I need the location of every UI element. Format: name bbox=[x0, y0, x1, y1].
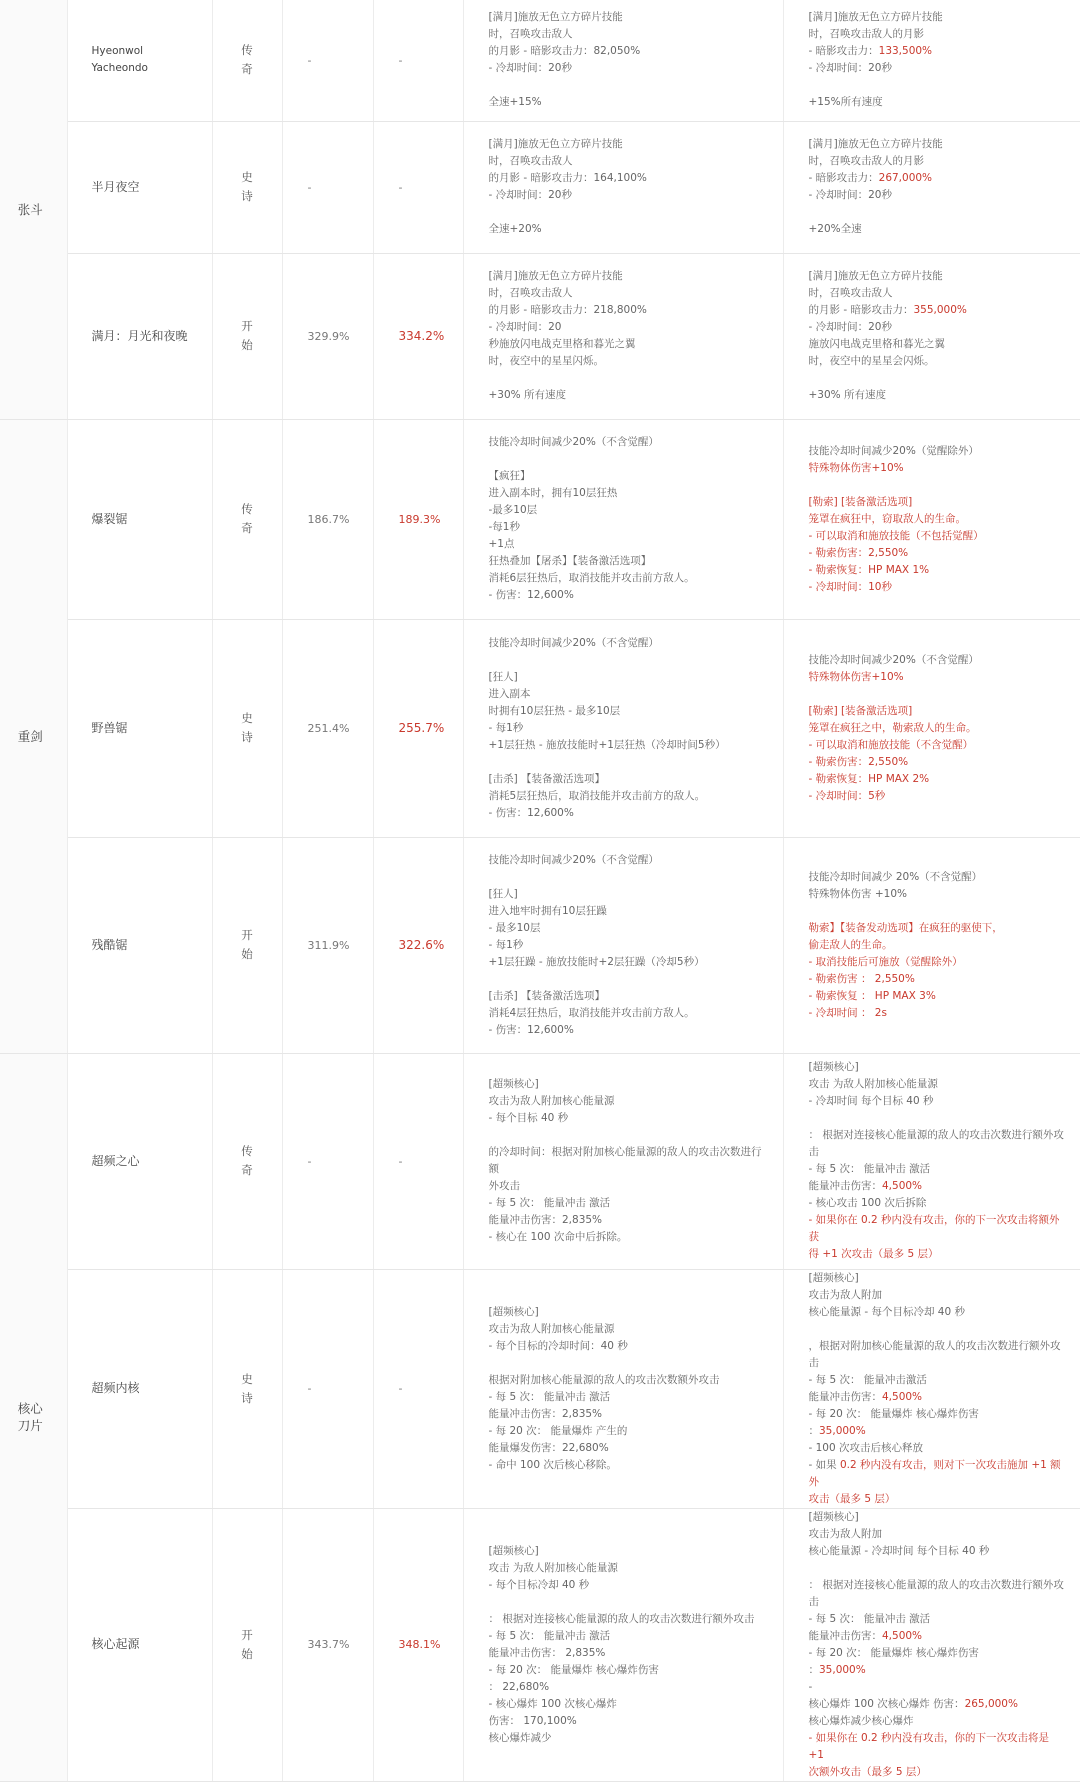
changed-value: - 冷却时间：5秒 bbox=[808, 789, 886, 802]
desc-line bbox=[489, 971, 769, 988]
desc-line bbox=[809, 1764, 1067, 1781]
desc-line bbox=[809, 477, 1067, 494]
stat-after: 255.7% bbox=[373, 619, 463, 837]
desc-line: 的月影 - 暗影攻击力：218,800% bbox=[488, 304, 647, 316]
changed-value: 0.2 秒内没有攻击，则对下一次攻击施加 +1 额外 bbox=[808, 1458, 1061, 1488]
desc-line: - 冷却时间：20秒 bbox=[808, 62, 892, 75]
desc-line: [狂人] bbox=[488, 887, 518, 900]
new-description bbox=[783, 121, 1080, 253]
changed-value: - 勒索恢复 ： HP MAX 3% bbox=[808, 989, 936, 1002]
desc-line: - 冷却时间：20 bbox=[488, 321, 562, 333]
changed-value: 次额外攻击（最多 5 层） bbox=[808, 1765, 927, 1778]
changed-value: 4,500% bbox=[882, 1629, 923, 1642]
table-row bbox=[0, 253, 1080, 419]
changed-value: - 可以取消和施放技能（不含觉醒） bbox=[808, 738, 974, 751]
desc-line: - 核心爆炸 100 次核心爆炸 bbox=[488, 1697, 617, 1710]
changed-value: - 如果你在 0.2 秒内没有攻击，你的下一次攻击将额外获 bbox=[808, 1214, 1060, 1243]
changed-value: 攻击（最多 5 层） bbox=[808, 1492, 896, 1505]
changed-value: - 勒索伤害：2,550% bbox=[808, 755, 909, 768]
grade-char: 奇 bbox=[241, 62, 253, 77]
old-description bbox=[463, 121, 783, 253]
desc-line: - 每 5 次： 能量冲击激活 bbox=[808, 1373, 927, 1386]
new-description bbox=[783, 419, 1080, 619]
desc-line: - 冷却时间：20秒 bbox=[808, 189, 892, 201]
desc-line: [超频核心] bbox=[488, 1078, 539, 1090]
changed-value: - 如果你在 0.2 秒内没有攻击，你的下一次攻击将是 +1 bbox=[808, 1731, 1049, 1761]
stat-before: - bbox=[282, 1053, 373, 1269]
desc-line: 能量冲击伤害：2,835% bbox=[488, 1214, 603, 1226]
desc-line bbox=[809, 1560, 1067, 1577]
grade-cell bbox=[212, 1053, 282, 1269]
new-description bbox=[783, 837, 1080, 1053]
desc-line bbox=[809, 204, 1067, 221]
new-description bbox=[783, 1053, 1080, 1269]
changed-value: 偷走敌人的生命。 bbox=[808, 938, 893, 951]
desc-line: [满月]施放无色立方碎片技能 bbox=[808, 138, 943, 150]
desc-line: ：35,000% bbox=[808, 1424, 866, 1437]
desc-line bbox=[489, 204, 769, 221]
item-name: 野兽锯 bbox=[67, 619, 212, 837]
table-row bbox=[0, 1508, 1080, 1781]
desc-line bbox=[809, 788, 1067, 805]
desc-line: [满月]施放无色立方碎片技能 bbox=[488, 11, 623, 24]
desc-line bbox=[809, 1491, 1067, 1508]
table-row bbox=[0, 1053, 1080, 1269]
desc-line bbox=[489, 1355, 769, 1372]
desc-line bbox=[809, 771, 1067, 788]
desc-line bbox=[809, 920, 1067, 937]
grade-cell bbox=[212, 419, 282, 619]
table-row bbox=[0, 419, 1080, 619]
changed-value: - 可以取消和施放技能（不包括觉醒） bbox=[808, 529, 984, 542]
desc-line: [满月]施放无色立方碎片技能 bbox=[808, 11, 943, 24]
desc-line: 特殊物体伤害 +10% bbox=[808, 887, 907, 900]
changed-value: 35,000% bbox=[819, 1663, 866, 1676]
stat-before: - bbox=[282, 0, 373, 121]
desc-line bbox=[809, 511, 1067, 528]
changed-value: 4,500% bbox=[882, 1180, 923, 1192]
desc-line bbox=[809, 1730, 1067, 1764]
desc-line: 时，召唤攻击敌人 bbox=[488, 155, 573, 167]
desc-line: - 冷却时间：20秒 bbox=[808, 321, 892, 333]
desc-line: 核心爆炸减少 bbox=[488, 1731, 552, 1744]
desc-line: 时，召唤攻击敌人的月影 bbox=[808, 155, 924, 167]
desc-line bbox=[809, 1246, 1067, 1263]
changed-value: 35,000% bbox=[819, 1424, 866, 1437]
desc-line bbox=[809, 460, 1067, 477]
desc-line: 进入地牢时拥有10层狂躁 bbox=[488, 904, 607, 917]
desc-line: ： 根据对连接核心能量源的敌人的攻击次数进行额外攻击 bbox=[488, 1612, 755, 1625]
stat-after: - bbox=[373, 1269, 463, 1508]
stat-before: 251.4% bbox=[282, 619, 373, 837]
desc-line: - 伤害：12,600% bbox=[488, 806, 574, 819]
stat-after: - bbox=[373, 121, 463, 253]
item-name: 超频之心 bbox=[67, 1053, 212, 1269]
desc-line bbox=[809, 703, 1067, 720]
item-name: 爆裂锯 bbox=[67, 419, 212, 619]
desc-line: - 每个目标冷却 40 秒 bbox=[488, 1578, 590, 1591]
changed-value: - 冷却时间：10秒 bbox=[808, 580, 892, 593]
desc-line bbox=[489, 451, 769, 468]
old-description bbox=[463, 419, 783, 619]
desc-line: 能量冲击伤害：4,500% bbox=[808, 1629, 923, 1642]
desc-line: - 每个目标 40 秒 bbox=[488, 1112, 569, 1124]
old-description bbox=[463, 253, 783, 419]
changed-value: 267,000% bbox=[878, 172, 933, 184]
table-row bbox=[0, 837, 1080, 1053]
table-row bbox=[0, 0, 1080, 121]
desc-line: 全速+15% bbox=[488, 96, 542, 109]
grade-cell bbox=[212, 0, 282, 121]
desc-line bbox=[489, 370, 769, 387]
desc-line bbox=[809, 937, 1067, 954]
stat-before: - bbox=[282, 121, 373, 253]
desc-line: - 伤害：12,600% bbox=[488, 1023, 574, 1036]
desc-line: [超频核心] bbox=[488, 1544, 539, 1557]
table-row bbox=[0, 619, 1080, 837]
desc-line: [满月]施放无色立方碎片技能 bbox=[488, 270, 623, 282]
new-description bbox=[783, 619, 1080, 837]
desc-line: 攻击为敌人附加 bbox=[808, 1527, 882, 1540]
desc-line: 进入副本时，拥有10层狂热 bbox=[488, 487, 618, 499]
stat-after: 189.3% bbox=[373, 419, 463, 619]
desc-line: - 每 5 次： 能量冲击 激活 bbox=[808, 1612, 931, 1625]
desc-line: +1点 bbox=[488, 538, 515, 550]
stat-before: 311.9% bbox=[282, 837, 373, 1053]
grade-cell bbox=[212, 253, 282, 419]
desc-line: 能量冲击伤害：4,500% bbox=[808, 1390, 923, 1403]
new-description bbox=[783, 253, 1080, 419]
desc-line: ： 22,680% bbox=[488, 1680, 550, 1693]
changed-value: [勒索] [装备激活选项] bbox=[808, 495, 913, 508]
desc-line bbox=[489, 754, 769, 771]
changed-value: 265,000% bbox=[964, 1697, 1018, 1710]
stat-before: 343.7% bbox=[282, 1508, 373, 1781]
old-description bbox=[463, 1508, 783, 1781]
desc-line: 核心爆炸减少核心爆炸 bbox=[808, 1714, 914, 1727]
desc-line: 攻击为敌人附加核心能量源 bbox=[488, 1095, 615, 1107]
desc-line: - 命中 100 次后核心移除。 bbox=[488, 1458, 617, 1471]
desc-line: ：35,000% bbox=[808, 1663, 866, 1676]
desc-line: -最多10层 bbox=[488, 504, 538, 516]
desc-line bbox=[809, 562, 1067, 579]
grade-cell bbox=[212, 1269, 282, 1508]
desc-line: [超频核心] bbox=[808, 1061, 859, 1073]
desc-line: +1层狂热 - 施放技能时+1层狂热（冷却时间5秒） bbox=[488, 738, 726, 751]
old-description bbox=[463, 837, 783, 1053]
changed-value: 4,500% bbox=[882, 1390, 923, 1403]
changed-value: - 冷却时间 ： 2s bbox=[808, 1006, 887, 1019]
desc-line: 的月影 - 暗影攻击力：82,050% bbox=[488, 45, 641, 58]
desc-line: 外攻击 bbox=[488, 1180, 520, 1192]
changed-value: 笼罩在疯狂之中，勒索敌人的生命。 bbox=[808, 721, 977, 734]
grade-char: 始 bbox=[241, 1646, 253, 1661]
desc-line: - 每 20 次： 能量爆炸 产生的 bbox=[488, 1424, 628, 1437]
grade-char: 开 bbox=[241, 319, 253, 333]
desc-line: ： 根据对连接核心能量源的敌人的攻击次数进行额外攻 bbox=[808, 1129, 1064, 1141]
grade-cell bbox=[212, 121, 282, 253]
desc-line bbox=[809, 1005, 1067, 1022]
desc-line: 进入副本 bbox=[488, 687, 531, 700]
item-name: 满月：月光和夜晚 bbox=[67, 253, 212, 419]
desc-line: - 最多10层 bbox=[488, 921, 541, 934]
desc-line: 伤害： 170,100% bbox=[488, 1714, 577, 1727]
desc-line: - 每1秒 bbox=[488, 721, 524, 734]
desc-line: - 伤害：12,600% bbox=[488, 589, 574, 601]
grade-cell bbox=[212, 619, 282, 837]
desc-line bbox=[809, 1110, 1067, 1127]
desc-line: - 每 20 次： 能量爆炸 核心爆炸伤害 bbox=[488, 1663, 659, 1676]
desc-line: 的月影 - 暗影攻击力：355,000% bbox=[808, 304, 967, 316]
desc-line: - 冷却时间：20秒 bbox=[488, 189, 572, 201]
desc-line: - 冷却时间：20秒 bbox=[488, 62, 572, 75]
desc-line: - 每 5 次： 能量冲击 激活 bbox=[488, 1390, 611, 1403]
category-label: 刀片 bbox=[17, 1418, 43, 1433]
changed-value: - 勒索恢复：HP MAX 2% bbox=[808, 772, 930, 785]
desc-line: - 暗影攻击力：133,500% bbox=[808, 45, 933, 58]
desc-line bbox=[809, 579, 1067, 596]
desc-line: 攻击 为敌人附加核心能量源 bbox=[488, 1561, 618, 1574]
desc-line: 攻击为敌人附加核心能量源 bbox=[488, 1322, 615, 1335]
desc-line: - bbox=[808, 1680, 813, 1693]
desc-line: - 核心在 100 次命中后拆除。 bbox=[488, 1231, 628, 1243]
desc-line bbox=[809, 971, 1067, 988]
desc-line: 技能冷却时间减少20%（不含觉醒） bbox=[488, 436, 659, 448]
changed-value: 笼罩在疯狂中，窃取敌人的生命。 bbox=[808, 512, 966, 525]
desc-line bbox=[809, 737, 1067, 754]
grade-char: 开 bbox=[241, 928, 253, 942]
desc-line: +30% 所有速度 bbox=[808, 389, 886, 401]
desc-line: [超频核心] bbox=[488, 1305, 539, 1318]
desc-line bbox=[489, 652, 769, 669]
grade-char: 史 bbox=[241, 711, 253, 725]
desc-line: [满月]施放无色立方碎片技能 bbox=[808, 270, 943, 282]
desc-line: 时，夜空中的星星会闪烁。 bbox=[808, 355, 935, 367]
desc-line: 核心能量源 - 冷却时间 每个目标 40 秒 bbox=[808, 1544, 990, 1557]
grade-char: 始 bbox=[241, 338, 253, 352]
desc-line: - 暗影攻击力：267,000% bbox=[808, 172, 933, 184]
table-row bbox=[0, 121, 1080, 253]
desc-line: 施放闪电战克里格和暮光之翼 bbox=[808, 338, 945, 350]
desc-line: 时，召唤攻击敌人 bbox=[488, 28, 573, 41]
item-name: 核心起源 bbox=[67, 1508, 212, 1781]
changed-value: - 勒索伤害：2,550% bbox=[808, 546, 909, 559]
desc-line: - 每 5 次： 能量冲击 激活 bbox=[488, 1629, 611, 1642]
desc-line: +1层狂躁 - 施放技能时+2层狂躁（冷却5秒） bbox=[488, 955, 705, 968]
desc-line: - 如果 0.2 秒内没有攻击，则对下一次攻击施加 +1 额外 bbox=[808, 1458, 1061, 1488]
desc-line bbox=[809, 720, 1067, 737]
changed-value: 特殊物体伤害+10% bbox=[808, 670, 904, 683]
desc-line: 技能冷却时间减少20%（不含觉醒） bbox=[488, 853, 659, 866]
desc-line: 核心能量源 - 每个目标冷却 40 秒 bbox=[808, 1305, 965, 1318]
changed-value: 特殊物体伤害+10% bbox=[808, 461, 904, 474]
desc-line bbox=[809, 903, 1067, 920]
grade-cell bbox=[212, 1508, 282, 1781]
category-cell: 张斗 bbox=[0, 0, 67, 419]
desc-line: 消耗4层狂热后，取消技能并攻击前方敌人。 bbox=[488, 1006, 695, 1019]
desc-line: 时，召唤攻击敌人 bbox=[808, 287, 893, 299]
desc-line bbox=[809, 669, 1067, 686]
grade-char: 开 bbox=[241, 1627, 253, 1642]
desc-line: 时，召唤攻击敌人 bbox=[488, 287, 573, 299]
new-description bbox=[783, 0, 1080, 121]
desc-line: 根据对附加核心能量源的敌人的攻击次数额外攻击 bbox=[488, 1373, 720, 1386]
desc-line: - 100 次攻击后核心释放 bbox=[808, 1441, 924, 1454]
changed-value: 355,000% bbox=[913, 304, 967, 316]
desc-line: 时，召唤攻击敌人的月影 bbox=[808, 28, 924, 41]
desc-line: 【疯狂】 bbox=[488, 470, 531, 482]
old-description bbox=[463, 0, 783, 121]
stat-after: 348.1% bbox=[373, 1508, 463, 1781]
old-description bbox=[463, 1269, 783, 1508]
desc-line: 攻击 为敌人附加核心能量源 bbox=[808, 1078, 938, 1090]
desc-line bbox=[809, 988, 1067, 1005]
changed-value: - 勒索恢复：HP MAX 1% bbox=[808, 563, 930, 576]
desc-line: 的月影 - 暗影攻击力：164,100% bbox=[488, 172, 647, 184]
desc-line: 技能冷却时间减少20%（不含觉醒） bbox=[488, 636, 659, 649]
stat-after: - bbox=[373, 0, 463, 121]
desc-line bbox=[809, 1212, 1067, 1246]
desc-line bbox=[489, 1594, 769, 1611]
desc-line: 狂热叠加【屠杀】【装备激活选项】 bbox=[488, 555, 652, 567]
item-name: 半月夜空 bbox=[67, 121, 212, 253]
stat-after: - bbox=[373, 1053, 463, 1269]
old-description bbox=[463, 619, 783, 837]
desc-line: 技能冷却时间减少20%（觉醒除外） bbox=[808, 444, 979, 457]
item-name: 超频内核 bbox=[67, 1269, 212, 1508]
new-description bbox=[783, 1269, 1080, 1508]
grade-char: 奇 bbox=[241, 521, 253, 535]
desc-line: 消耗5层狂热后，取消技能并攻击前方的敌人。 bbox=[488, 789, 706, 802]
desc-line bbox=[809, 528, 1067, 545]
desc-line: 攻击为敌人附加 bbox=[808, 1288, 882, 1301]
desc-line: ，根据对附加核心能量源的敌人的攻击次数进行额外攻击 bbox=[808, 1339, 1061, 1369]
grade-char: 传 bbox=[241, 1144, 253, 1158]
changed-value: 得 +1 次攻击（最多 5 层） bbox=[808, 1248, 939, 1260]
desc-line: 能量冲击伤害： 2,835% bbox=[488, 1646, 606, 1659]
grade-char: 诗 bbox=[241, 1390, 253, 1405]
desc-line: 消耗6层狂热后，取消技能并攻击前方敌人。 bbox=[488, 572, 695, 584]
desc-line: - 每 5 次： 能量冲击 激活 bbox=[808, 1163, 931, 1175]
desc-line: [击杀] 【装备激活选项】 bbox=[488, 989, 606, 1002]
category-label: 核心 bbox=[17, 1401, 43, 1416]
item-name: 残酷锯 bbox=[67, 837, 212, 1053]
desc-line: [狂人] bbox=[488, 670, 518, 683]
desc-line bbox=[489, 869, 769, 886]
desc-line: 技能冷却时间减少 20%（不含觉醒） bbox=[808, 870, 983, 883]
desc-line: - 每 20 次： 能量爆炸 核心爆炸伤害 bbox=[808, 1646, 979, 1659]
desc-line: 的冷却时间：根据对附加核心能量源的敌人的攻击次数进行额 bbox=[488, 1146, 762, 1175]
desc-line: -每1秒 bbox=[488, 521, 520, 533]
desc-line bbox=[489, 1127, 769, 1144]
grade-char: 史 bbox=[241, 170, 253, 184]
grade-char: 传 bbox=[241, 502, 253, 516]
stat-before: 329.9% bbox=[282, 253, 373, 419]
desc-line: 秒施放闪电战克里格和暮光之翼 bbox=[488, 338, 636, 350]
grade-char: 诗 bbox=[241, 189, 253, 203]
stat-after: 322.6% bbox=[373, 837, 463, 1053]
desc-line: +15%所有速度 bbox=[808, 96, 883, 109]
desc-line: +20%全速 bbox=[808, 223, 862, 235]
changed-value: - 取消技能后可施放（觉醒除外） bbox=[808, 955, 963, 968]
desc-line: [超频核心] bbox=[808, 1510, 859, 1523]
desc-line bbox=[809, 1321, 1067, 1338]
desc-line: - 冷却时间 每个目标 40 秒 bbox=[808, 1095, 934, 1107]
desc-line bbox=[489, 77, 769, 94]
grade-char: 诗 bbox=[241, 730, 253, 744]
desc-line: 全速+20% bbox=[488, 223, 542, 235]
grade-char: 史 bbox=[241, 1371, 253, 1386]
desc-line: 时拥有10层狂热 - 最多10层 bbox=[488, 704, 621, 717]
desc-line: - 核心攻击 100 次后拆除 bbox=[808, 1197, 927, 1209]
desc-line: [击杀] 【装备激活选项】 bbox=[488, 772, 606, 785]
desc-line bbox=[809, 754, 1067, 771]
desc-line: 击 bbox=[808, 1146, 819, 1158]
changed-value: [勒索] [装备激活选项] bbox=[808, 704, 913, 717]
desc-line: 时，夜空中的星星闪烁。 bbox=[488, 355, 604, 367]
grade-char: 奇 bbox=[241, 1163, 253, 1177]
table-row bbox=[0, 1269, 1080, 1508]
desc-line: - 每1秒 bbox=[488, 938, 524, 951]
item-name: Hyeonwol Yacheondo bbox=[67, 0, 212, 121]
desc-line: [超频核心] bbox=[808, 1271, 859, 1284]
desc-line bbox=[809, 545, 1067, 562]
changed-value: 勒索】【装备发动选项】在疯狂的驱使下， bbox=[808, 921, 1003, 934]
desc-line bbox=[809, 954, 1067, 971]
desc-line bbox=[809, 77, 1067, 94]
grade-char: 始 bbox=[241, 947, 253, 961]
category-cell bbox=[0, 1053, 67, 1781]
desc-line: 能量爆发伤害：22,680% bbox=[488, 1441, 609, 1454]
old-description bbox=[463, 1053, 783, 1269]
desc-line: +30% 所有速度 bbox=[488, 389, 566, 401]
desc-line: 能量冲击伤害：4,500% bbox=[808, 1180, 923, 1192]
desc-line: - 每 20 次： 能量爆炸 核心爆炸伤害 bbox=[808, 1407, 979, 1420]
desc-line: 核心爆炸 100 次核心爆炸 伤害：265,000% bbox=[808, 1697, 1018, 1710]
desc-line: 能量冲击伤害：2,835% bbox=[488, 1407, 603, 1420]
desc-line: [满月]施放无色立方碎片技能 bbox=[488, 138, 623, 150]
category-cell: 重剑 bbox=[0, 419, 67, 1053]
new-description bbox=[783, 1508, 1080, 1781]
stat-before: 186.7% bbox=[282, 419, 373, 619]
desc-line bbox=[809, 686, 1067, 703]
desc-line: - 每个目标的冷却时间：40 秒 bbox=[488, 1339, 628, 1352]
grade-cell bbox=[212, 837, 282, 1053]
desc-line bbox=[809, 370, 1067, 387]
grade-char: 传 bbox=[241, 43, 253, 58]
changed-value: 133,500% bbox=[878, 45, 933, 58]
stat-before: - bbox=[282, 1269, 373, 1508]
desc-line: - 每 5 次： 能量冲击 激活 bbox=[488, 1197, 611, 1209]
changed-value: - 勒索伤害 ： 2,550% bbox=[808, 972, 915, 985]
desc-line bbox=[809, 494, 1067, 511]
desc-line: 技能冷却时间减少20%（不含觉醒） bbox=[808, 653, 979, 666]
desc-line: ： 根据对连接核心能量源的敌人的攻击次数进行额外攻击 bbox=[808, 1578, 1064, 1608]
stat-after: 334.2% bbox=[373, 253, 463, 419]
